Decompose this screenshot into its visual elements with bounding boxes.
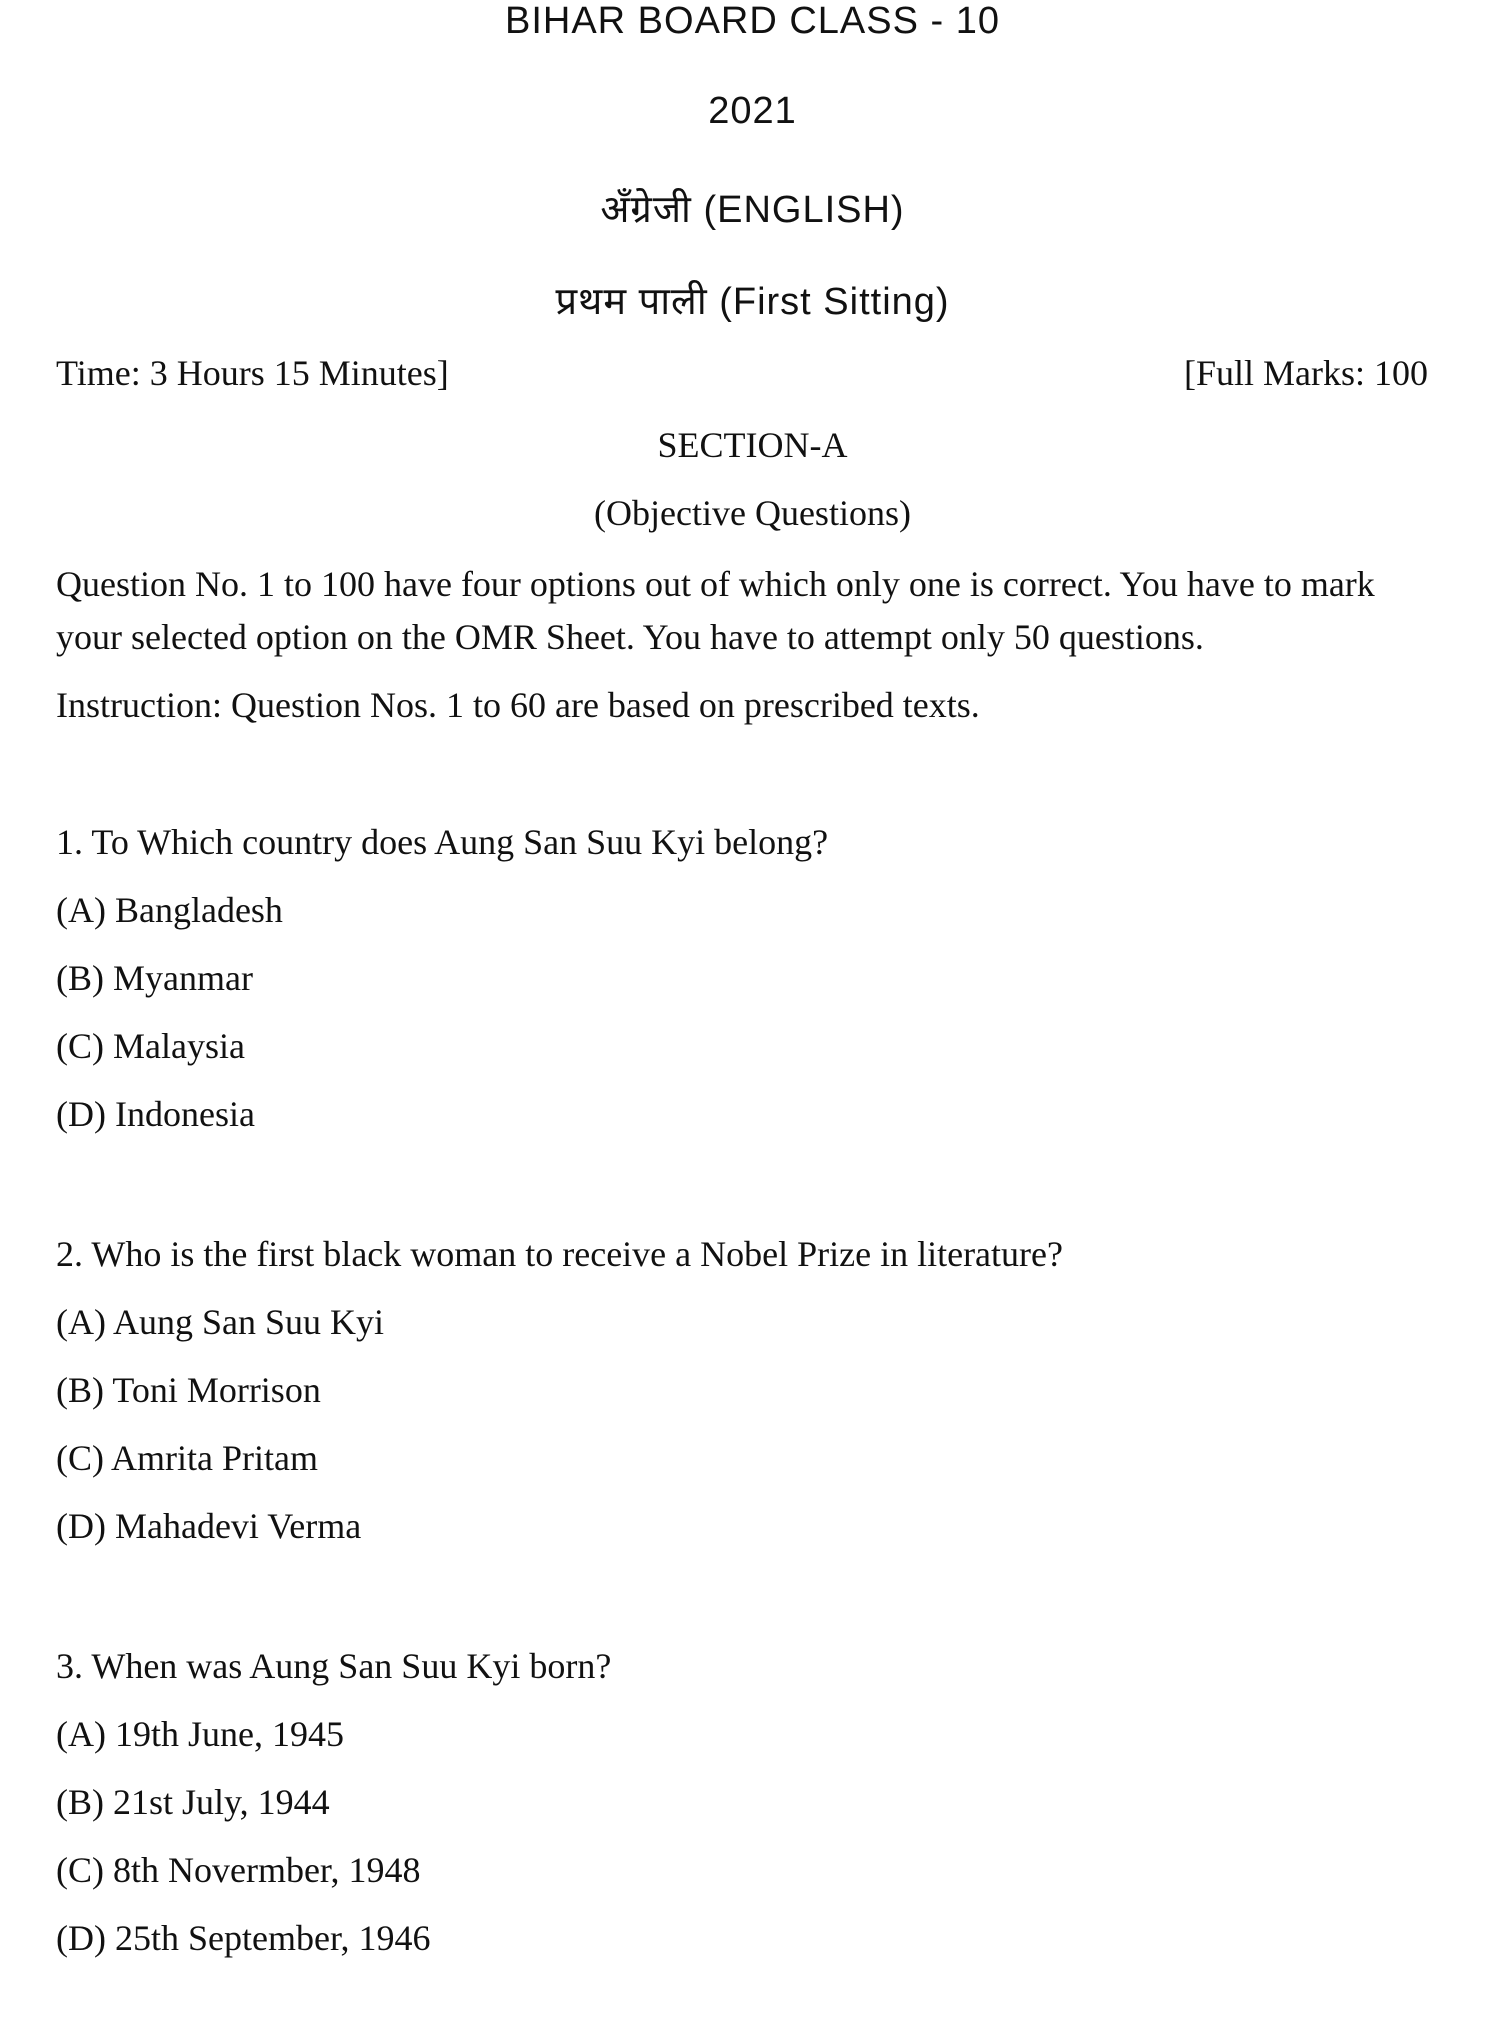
- option-c: (C) Amrita Pritam: [56, 1438, 318, 1478]
- option-b: (B) 21st July, 1944: [56, 1782, 330, 1822]
- question-2: [56, 1234, 1446, 1546]
- option-c: (C) 8th Novermber, 1948: [56, 1850, 421, 1890]
- option-d: (D) Indonesia: [56, 1094, 255, 1134]
- question-text: 3. When was Aung San Suu Kyi born?: [56, 1646, 612, 1686]
- option-b: (B) Myanmar: [56, 958, 253, 998]
- option-d: (D) 25th September, 1946: [56, 1918, 431, 1958]
- option-a: (A) 19th June, 1945: [56, 1714, 344, 1754]
- question-3: [56, 1646, 1446, 1958]
- exam-year: 2021: [708, 90, 797, 132]
- general-instructions: Question No. 1 to 100 have four options out of which only one is correct. You have to mark your selected option on the OMR Sheet. You have to attempt only 50 questions.: [56, 564, 1375, 657]
- section-subtitle: (Objective Questions): [594, 493, 911, 533]
- exam-meta-row: [56, 352, 1428, 394]
- question-text: 2. Who is the first black woman to receive a Nobel Prize in literature?: [56, 1234, 1063, 1274]
- specific-instruction: Instruction: Question Nos. 1 to 60 are based on prescribed texts.: [56, 685, 980, 725]
- time-allowed: Time: 3 Hours 15 Minutes]: [56, 353, 449, 393]
- sitting-title: प्रथम पाली (First Sitting): [555, 281, 950, 323]
- full-marks: [Full Marks: 100: [1183, 353, 1428, 393]
- option-a: (A) Bangladesh: [56, 890, 283, 930]
- board-title: BIHAR BOARD CLASS - 10: [504, 0, 1001, 42]
- question-text: 1. To Which country does Aung San Suu Kyi belong?: [56, 822, 829, 862]
- section-title: SECTION-A: [657, 425, 848, 465]
- question-1: [56, 822, 1446, 1134]
- option-a: (A) Aung San Suu Kyi: [56, 1302, 385, 1342]
- option-d: (D) Mahadevi Verma: [56, 1506, 362, 1546]
- option-b: (B) Toni Morrison: [56, 1370, 321, 1410]
- subject-title: अँग्रेजी (ENGLISH): [600, 189, 905, 231]
- option-c: (C) Malaysia: [56, 1026, 245, 1066]
